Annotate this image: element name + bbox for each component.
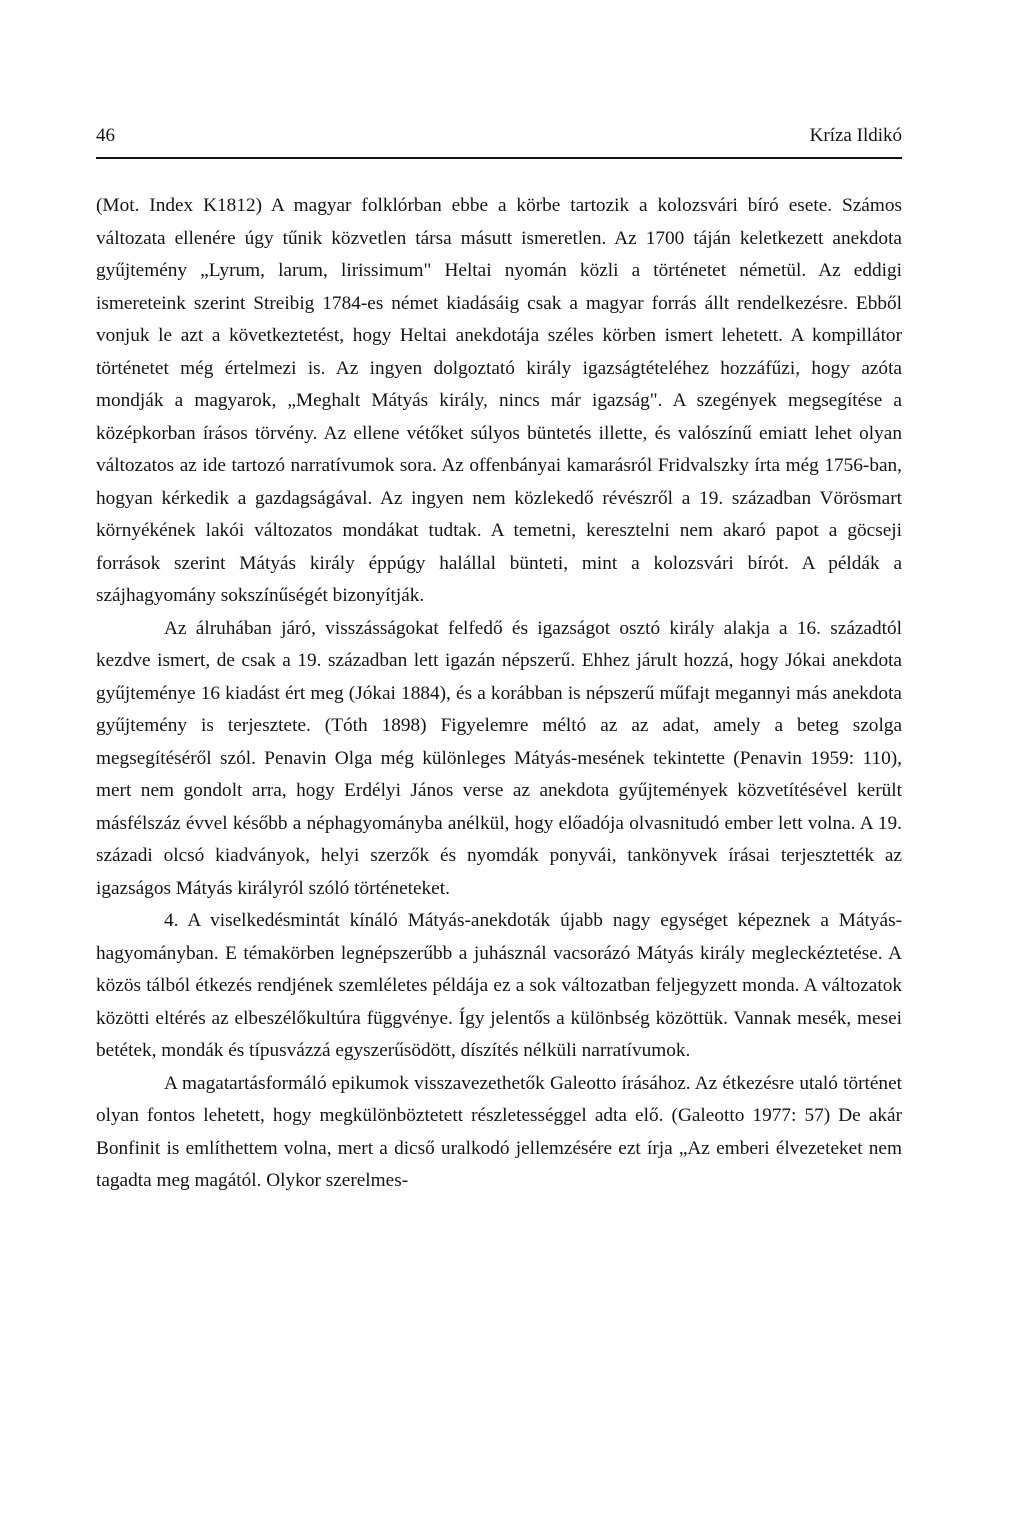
header-rule — [96, 157, 902, 159]
page-number: 46 — [96, 125, 115, 146]
paragraph-1: (Mot. Index K1812) A magyar folklórban ebbe a körbe tartozik a kolozsvári bíró esete. Számos változata ellenére úgy tűnik közvetlen társa másutt ismeretlen. Az 1700 táján keletkezett anekdota gyűjtemény „Lyrum, larum, lirissimum" Heltai nyomán közli a történetet németül. Az eddigi ismereteink szerint Streibig 1784-es német kiadásáig csak a magyar forrás állt rendelkezésre. Ebből vonjuk le azt a következtetést, hogy Heltai anekdotája széles körben ismert lehetett. A kompillátor történetet még értelmezi is. Az ingyen dolgoztató király igazságtételéhez hozzáfűzi, hogy azóta mondják a magyarok, „Meghalt Mátyás király, nincs már igazság". A szegények megsegítése a középkorban írásos törvény. Az ellene vétőket súlyos büntetés illette, és valószínű emiatt lehet olyan változatos az ide tartozó narratívumok sora. Az offenbányai kamarásról Fridvalszky írta még 1756-ban, hogyan kérkedik a gazdagságával. Az ingyen nem közlekedő révészről a 19. században Vörösmart környékének lakói változatos mondákat tudtak. A temetni, keresztelni nem akaró papot a göcseji források szerint Mátyás király éppúgy halállal bünteti, mint a kolozsvári bírót. A példák a szájhagyomány sokszínűségét bizonyítják. — [96, 195, 902, 606]
paragraph-4: A magatartásformáló epikumok visszavezethetők Galeotto írásához. Az étkezésre utaló történet olyan fontos lehetett, hogy megkülönböztetett részletességgel adta elő. (Galeotto 1977: 57) De akár Bonfinit is említhettem volna, mert a dicső uralkodó jellemzésére ezt írja „Az emberi élvezeteket nem tagadta meg magától. Olykor szerelmes- — [96, 1072, 902, 1191]
book-page — [96, 0, 902, 1521]
running-head-author: Kríza Ildikó — [809, 125, 902, 146]
paragraph-3: 4. A viselkedésmintát kínáló Mátyás-anekdoták újabb nagy egységet képeznek a Mátyás-hagyományban. E témakörben legnépszerűbb a juhásznál vacsorázó Mátyás király megleckéztetése. A közös tálból étkezés rendjének szemléletes példája ez a sok változatban feljegyzett monda. A változatok közötti eltérés az elbeszélőkultúra függvénye. Így jelentős a különbség közöttük. Vannak mesék, mesei betétek, mondák és típusvázzá egyszerűsödött, díszítés nélküli narratívumok. — [96, 910, 902, 1061]
paragraph-2: Az álruhában járó, visszásságokat felfedő és igazságot osztó király alakja a 16. századtól kezdve ismert, de csak a 19. században lett igazán népszerű. Ehhez járult hozzá, hogy Jókai anekdota gyűjteménye 16 kiadást ért meg (Jókai 1884), és a korábban is népszerű műfajt megannyi más anekdota gyűjtemény is terjesztete. (Tóth 1898) Figyelemre méltó az az adat, amely a beteg szolga megsegítéséről szól. Penavin Olga még különleges Mátyás-mesének tekintette (Penavin 1959: 110), mert nem gondolt arra, hogy Erdélyi János verse az anekdota gyűjtemények közvetítésével került másfélszáz évvel később a néphagyományba anélkül, hogy előadója olvasnitudó ember lett volna. A 19. századi olcsó kiadványok, helyi szerzők és nyomdák ponyvái, tankönyvek írásai terjesztették az igazságos Mátyás királyról szóló történeteket. — [96, 617, 902, 899]
body-text — [96, 190, 902, 1198]
running-head — [96, 122, 902, 150]
